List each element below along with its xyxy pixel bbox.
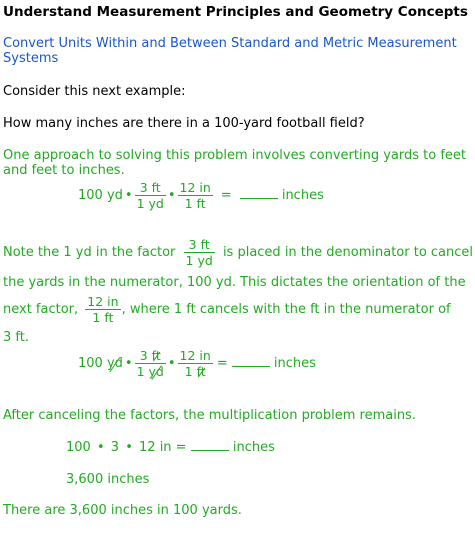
equation-2 (78, 348, 316, 379)
note-frac-denominator: 1 yd (185, 253, 213, 268)
note-post: is placed in the denominator to cancel (222, 245, 474, 260)
eq2-f2-numerator: 12 in (179, 348, 211, 363)
result-text: 3,600 inches (66, 472, 150, 487)
intro-text: Consider this next example: (3, 84, 186, 99)
section-subtitle-line2: Systems (3, 51, 59, 66)
eq2-f1-den-value: 1 (136, 364, 149, 379)
eq1-blank (240, 188, 278, 199)
eq2-fraction-2 (178, 348, 213, 379)
note-frac2-numerator: 12 in (87, 294, 119, 309)
note-line3-post: , where 1 ft cancels with the ft in the numerator of (121, 302, 451, 317)
mult-dot-2: • (125, 440, 133, 455)
page-title: Understand Measurement Principles and Geometry Concepts (3, 4, 468, 20)
note-line4: 3 ft. (3, 330, 29, 345)
eq2-f2-denominator (178, 364, 213, 379)
mult-blank (191, 440, 229, 451)
eq2-f2-den-unit-cancelled: ft (196, 364, 206, 379)
note-frac-numerator: 3 ft (184, 237, 215, 253)
equation-1 (78, 180, 324, 211)
eq2-fraction-1 (135, 348, 166, 379)
eq2-f1-num-unit-cancelled: ft (151, 348, 161, 363)
mult-c: 12 in = (139, 440, 187, 455)
eq2-f1-num-value: 3 (139, 348, 152, 363)
note-frac2-denominator: 1 ft (92, 310, 114, 325)
eq2-f1-denominator (135, 364, 166, 379)
note-line3 (3, 294, 451, 325)
mult-b: 3 (110, 440, 120, 455)
eq2-dot-2: • (167, 356, 176, 371)
eq1-f2-denominator: 1 ft (184, 196, 206, 211)
eq2-f2-den-value: 1 (184, 364, 197, 379)
mult-a: 100 (66, 440, 91, 455)
eq2-lead-unit-cancelled: yd (106, 356, 123, 371)
eq2-lead-number: 100 (78, 356, 107, 371)
question-text: How many inches are there in a 100-yard football field? (3, 116, 365, 131)
eq2-blank (232, 356, 270, 367)
eq1-lead: 100 yd (78, 188, 123, 203)
eq2-dot: • (124, 356, 133, 371)
eq2-f1-numerator (135, 348, 166, 364)
note-fraction-2 (85, 294, 120, 325)
note-line2: the yards in the numerator, 100 yd. This dictates the orientation of the (3, 275, 466, 290)
eq1-fraction-2 (178, 180, 213, 211)
eq2-unit: inches (273, 356, 316, 371)
section-subtitle-line1: Convert Units Within and Between Standard and Metric Measurement (3, 36, 457, 51)
eq1-equals: = (220, 188, 232, 203)
note-line3-pre: next factor, (3, 302, 79, 317)
multiplication-line (66, 440, 275, 455)
eq1-fraction-1 (135, 180, 166, 211)
eq1-dot-2: • (167, 188, 176, 203)
eq1-dot: • (124, 188, 133, 203)
eq2-f1-den-unit-cancelled: yd (148, 364, 164, 379)
mult-unit: inches (232, 440, 275, 455)
approach-line1: One approach to solving this problem involves converting yards to feet (3, 148, 466, 163)
eq2-equals: = (216, 356, 228, 371)
approach-line2: and feet to inches. (3, 163, 125, 178)
after-text: After canceling the factors, the multiplication problem remains. (3, 408, 416, 423)
note-line1 (3, 237, 473, 268)
eq1-f1-denominator: 1 yd (136, 196, 164, 211)
eq1-f1-numerator: 3 ft (135, 180, 166, 196)
eq1-unit: inches (281, 188, 324, 203)
eq1-f2-numerator: 12 in (179, 180, 211, 195)
note-fraction (184, 237, 215, 268)
mult-dot-1: • (96, 440, 105, 455)
conclusion-text: There are 3,600 inches in 100 yards. (3, 503, 242, 518)
note-pre: Note the 1 yd in the factor (3, 245, 176, 260)
